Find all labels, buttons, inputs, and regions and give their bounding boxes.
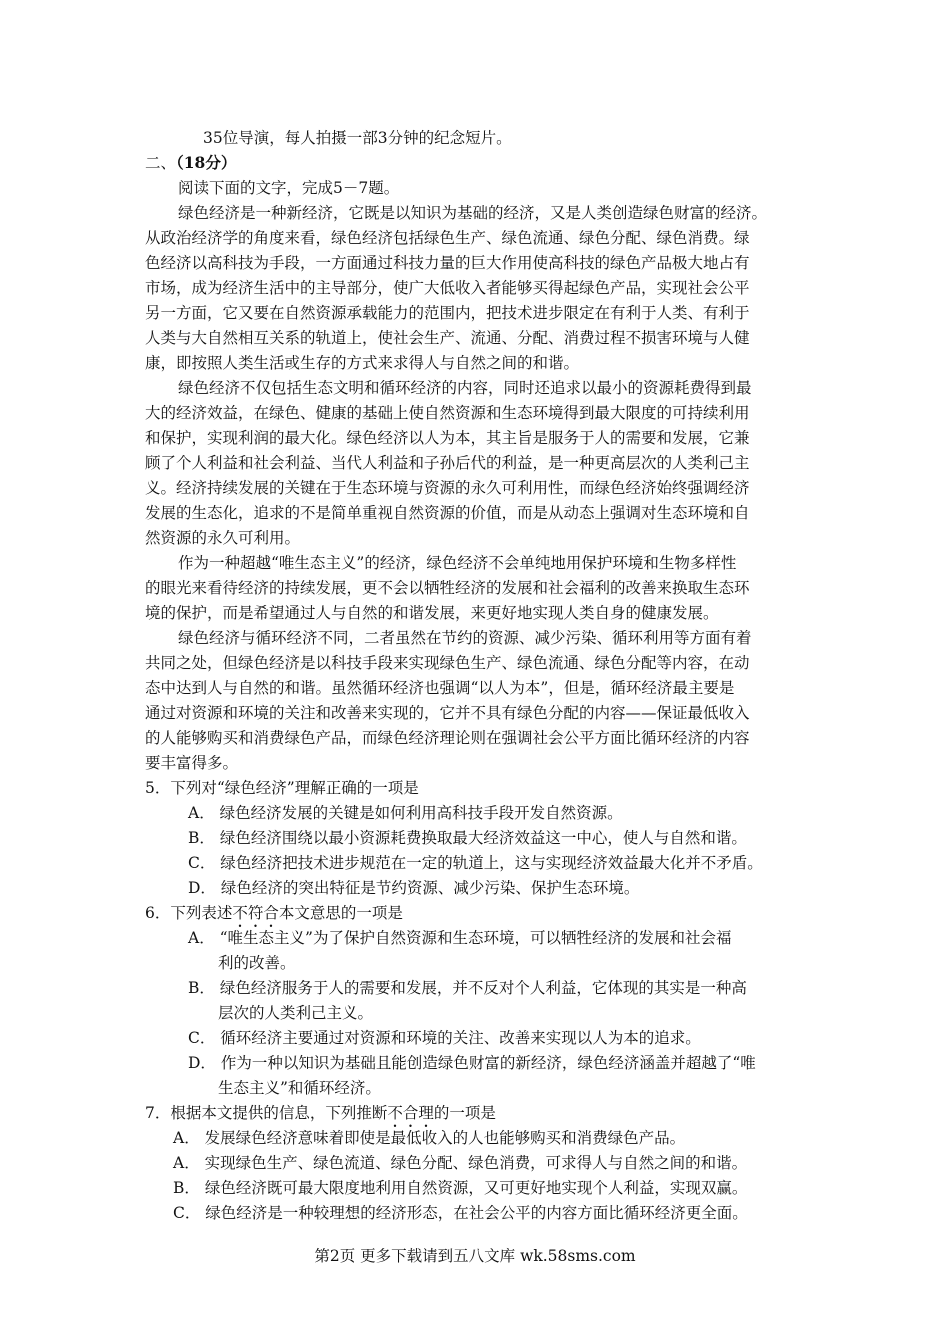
question-6-stem (145, 903, 403, 923)
question-6-option-cont: 层次的人类利己主义。 (218, 1004, 374, 1022)
passage-line: 和保护，实现利润的最大化。绿色经济以人为本，其主旨是服务于人的需要和发展，它兼 (145, 429, 750, 447)
passage-line: 然资源的永久可利用。 (145, 529, 301, 547)
passage-line: 另一方面，它又要在自然资源承载能力的范围内，把技术进步限定在有利于人类、有利于 (145, 304, 750, 322)
question-7-stem (145, 1103, 496, 1123)
question-6-option: C． 循环经济主要通过对资源和环境的关注、改善来实现以人为本的追求。 (188, 1029, 701, 1047)
passage-line: 发展的生态化，追求的不是简单重视自然资源的价值，而是从动态上强调对生态环境和自 (145, 504, 750, 522)
passage-line: 境的保护，而是希望通过人与自然的和谐发展，来更好地实现人类自身的健康发展。 (145, 604, 719, 622)
passage-line: 绿色经济不仅包括生态文明和循环经济的内容，同时还追求以最小的资源耗费得到最 (178, 379, 752, 397)
passage-line: 康，即按照人类生活或生存的方式来求得人与自然之间的和谐。 (145, 354, 580, 372)
question-6-stem-post: 本文意思的一项是 (278, 904, 403, 922)
question-7-option: A． 发展绿色经济意味着即使是最低收入的人也能够购买和消费绿色产品。 (173, 1129, 686, 1147)
passage-line: 绿色经济是一种新经济，它既是以知识为基础的经济，又是人类创造绿色财富的经济。 (178, 204, 768, 222)
section-heading (145, 153, 236, 173)
question-7-option: C． 绿色经济是一种较理想的经济形态，在社会公平的内容方面比循环经济更全面。 (173, 1204, 748, 1222)
section-instruction: 阅读下面的文字，完成5－7题。 (178, 179, 400, 197)
question-5-option: A． 绿色经济发展的关键是如何利用高科技手段开发自然资源。 (188, 804, 623, 822)
question-6-stem-emphasis: 不符合 (232, 904, 279, 922)
passage-line: 市场，成为经济生活中的主导部分，使广大低收入者能够买得起绿色产品，实现社会公平 (145, 279, 750, 297)
question-7-option: A． 实现绿色生产、绿色流道、绿色分配、绿色消费，可求得人与自然之间的和谐。 (173, 1154, 748, 1172)
passage-line: 义。经济持续发展的关键在于生态环境与资源的永久可利用性，而绿色经济始终强调经济 (145, 479, 750, 497)
passage-line: 通过对资源和环境的关注和改善来实现的，它并不具有绿色分配的内容——保证最低收入 (145, 704, 750, 722)
passage-line: 的眼光来看待经济的持续发展，更不会以牺牲经济的发展和社会福利的改善来换取生态环 (145, 579, 750, 597)
question-7-option: B． 绿色经济既可最大限度地利用自然资源，又可更好地实现个人利益，实现双赢。 (173, 1179, 748, 1197)
intro-tail: 35位导演，每人拍摄一部3分钟的纪念短片。 (203, 129, 512, 147)
question-6-option: B． 绿色经济服务于人的需要和发展，并不反对个人利益，它体现的其实是一种高 (188, 979, 747, 997)
question-5-option: B． 绿色经济围绕以最小资源耗费换取最大经济效益这一中心，使人与自然和谐。 (188, 829, 747, 847)
question-7-stem-emphasis: 不合理 (387, 1104, 434, 1122)
question-5-option: D． 绿色经济的突出特征是节约资源、减少污染、保护生态环境。 (188, 879, 640, 897)
question-6-option-cont: 生态主义”和循环经济。 (218, 1079, 381, 1097)
question-7-stem-post: 的一项是 (433, 1104, 496, 1122)
question-5-option: C． 绿色经济把技术进步规范在一定的轨道上，这与实现经济效益最大化并不矛盾。 (188, 854, 763, 872)
passage-line: 顾了个人利益和社会利益、当代人利益和子孙后代的利益，是一种更高层次的人类利己主 (145, 454, 750, 472)
section-label: 二、 (145, 154, 177, 172)
passage-line: 人类与大自然相互关系的轨道上，使社会生产、流通、分配、消费过程不损害环境与人健 (145, 329, 750, 347)
passage-line: 作为一种超越“唯生态主义”的经济，绿色经济不会单纯地用保护环境和生物多样性 (178, 554, 737, 572)
question-6-option: A． “唯生态主义”为了保护自然资源和生态环境，可以牺牲经济的发展和社会福 (188, 929, 732, 947)
passage-line: 大的经济效益，在绿色、健康的基础上使自然资源和生态环境得到最大限度的可持续利用 (145, 404, 750, 422)
section-score: （18分） (176, 153, 237, 172)
question-6-stem-pre: 6．下列表述 (145, 904, 233, 922)
page-footer: 第2页 更多下载请到五八文库 wk.58sms.com (314, 1247, 636, 1265)
passage-line: 共同之处，但绿色经济是以科技手段来实现绿色生产、绿色流通、绿色分配等内容，在动 (145, 654, 750, 672)
passage-line: 绿色经济与循环经济不同，二者虽然在节约的资源、减少污染、循环利用等方面有着 (178, 629, 752, 647)
question-6-option: D． 作为一种以知识为基础且能创造绿色财富的新经济，绿色经济涵盖并超越了“唯 (188, 1054, 756, 1072)
passage-line: 态中达到人与自然的和谐。虽然循环经济也强调“以人为本”，但是，循环经济最主要是 (145, 679, 735, 697)
question-6-option-cont: 利的改善。 (218, 954, 296, 972)
passage-line: 色经济以高科技为手段，一方面通过科技力量的巨大作用使高科技的绿色产品极大地占有 (145, 254, 750, 272)
question-5-stem: 5．下列对“绿色经济”理解正确的一项是 (145, 779, 419, 797)
question-7-stem-pre: 7．根据本文提供的信息，下列推断 (145, 1104, 388, 1122)
passage-line: 的人能够购买和消费绿色产品，而绿色经济理论则在强调社会公平方面比循环经济的内容 (145, 729, 750, 747)
passage-line: 从政治经济学的角度来看，绿色经济包括绿色生产、绿色流通、绿色分配、绿色消费。绿 (145, 229, 750, 247)
passage-line: 要丰富得多。 (145, 754, 239, 772)
